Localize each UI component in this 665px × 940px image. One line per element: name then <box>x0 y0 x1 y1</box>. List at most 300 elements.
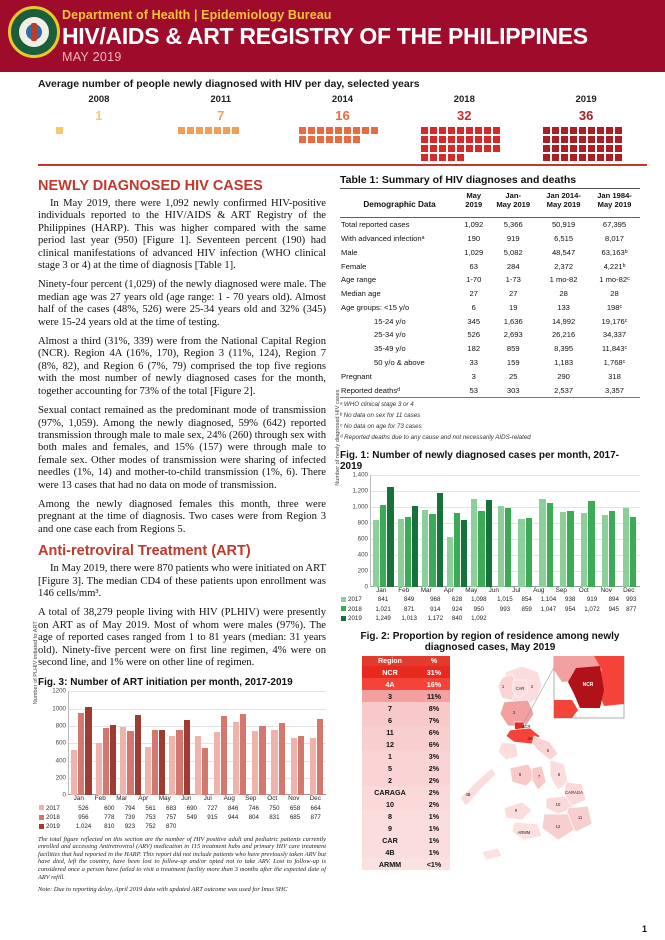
table1-cell: 919 <box>506 233 520 243</box>
legend-value: 1,104 <box>540 596 557 604</box>
table1-col-header: Demographic Data <box>363 199 436 209</box>
legend-value: 968 <box>430 596 441 604</box>
legend-value: 849 <box>404 596 415 604</box>
paragraph-6: In May 2019, there were 870 patients who were initiated on ART [Figure 3]. The median CD4 of these patients upon enrollment was 146 cells/mm³. <box>38 563 326 599</box>
banner-square <box>430 136 437 143</box>
table1-cell: 5,082 <box>503 247 523 257</box>
section-heading-newly-diagnosed: NEWLY DIAGNOSED HIV CASES <box>38 178 263 194</box>
bar-2018-Sep <box>259 726 265 796</box>
banner-square <box>421 127 428 134</box>
banner-square <box>421 145 428 152</box>
bar-2018-Jan <box>78 713 84 796</box>
legend-value: 628 <box>451 596 463 604</box>
fig2-region-row <box>362 786 450 798</box>
table1-cell: 2,372 <box>554 261 574 271</box>
legend-value: 938 <box>565 596 576 604</box>
x-tick-label: Apr <box>138 795 149 803</box>
table1-row-label: Age groups: <15 y/o <box>341 302 410 312</box>
banner-year-label: 2008 <box>88 94 110 105</box>
legend-value: 739 <box>124 813 136 821</box>
paragraph-7: A total of 38,279 people living with HIV (PLHIV) were presently on ART as of May 2019. Most of whom were males (97%). The age of reported cases ranged from 1 to 81 years (median: 31 years old). Ninety-five percent were on first line regimen, 4% were on second line, and 1% were on other line of regimen. <box>38 607 326 668</box>
fig2-region-rows <box>362 666 450 870</box>
map-inset-ncr <box>554 656 624 718</box>
banner-square <box>484 127 491 134</box>
bar-2017-Jan <box>373 520 379 587</box>
fig2-column-header: % <box>418 656 450 666</box>
table1-cell: 28 <box>610 289 619 299</box>
table1-col-header: Jan 1984- May 2019 <box>597 191 632 209</box>
fig2-region-percent: 7% <box>428 715 440 725</box>
bar-2018-Oct <box>279 723 285 795</box>
banner-square <box>232 127 239 134</box>
legend-value: 859 <box>521 605 532 613</box>
table1-cell: 27 <box>469 289 478 299</box>
table1-title: Table 1: Summary of HIV diagnoses and deaths <box>340 174 577 186</box>
banner-year-label: 2019 <box>575 94 597 105</box>
banner-square <box>344 127 351 134</box>
banner-year-label: 2011 <box>210 94 231 105</box>
bar-2018-Aug <box>547 503 553 587</box>
table1-cell: 198ᶜ <box>606 302 623 312</box>
x-tick-label: Sep <box>555 586 567 594</box>
legend-value: 840 <box>451 614 463 622</box>
bar-group <box>167 691 192 795</box>
bar-2019-Feb <box>412 506 418 587</box>
fig2-region-name: 1 <box>388 751 392 761</box>
map-label: 8 <box>557 772 561 778</box>
table1-cell: 8,395 <box>554 344 574 354</box>
legend-value: 877 <box>626 605 637 613</box>
map-label: 6 <box>518 772 522 778</box>
table1-cell: 318 <box>608 371 621 381</box>
table1-cell: 50,919 <box>551 220 576 230</box>
bar-2017-Mar <box>422 510 428 587</box>
bar-group <box>249 691 268 795</box>
table1-cell: 1-70 <box>466 275 482 285</box>
banner-square <box>588 154 595 161</box>
banner-column-2018 <box>403 94 525 161</box>
table-row <box>340 287 640 301</box>
bar-group <box>69 691 94 795</box>
banner-year-label: 2014 <box>331 94 354 105</box>
table1-row-label: 35-49 y/o <box>374 344 406 354</box>
banner-square <box>484 136 491 143</box>
bar-2017-Sep <box>252 731 258 796</box>
legend-value: 746 <box>248 804 259 812</box>
bar-group <box>211 691 230 795</box>
legend-series-name: 2017 <box>348 596 362 604</box>
bar-group <box>536 475 557 587</box>
legend-value: 658 <box>289 804 301 812</box>
banner-square <box>597 145 604 152</box>
legend-series-name: 2018 <box>46 813 60 821</box>
fig1-y-tick-label: 600 <box>357 535 368 543</box>
fig3-y-tick-label: 1000 <box>52 705 66 713</box>
banner-square <box>493 127 500 134</box>
table1-col-header: May 2019 <box>465 191 483 209</box>
banner-square <box>439 145 446 152</box>
doh-seal-logo <box>8 6 60 58</box>
bar-2018-Jun <box>505 508 511 587</box>
fig1-title: Fig. 1: Number of newly diagnosed cases per month, 2017-2019 <box>340 449 619 472</box>
legend-value: 1,021 <box>375 605 391 613</box>
legend-value <box>243 822 264 831</box>
legend-swatch-icon <box>341 606 346 611</box>
fig2-region-percent: 3% <box>428 751 440 761</box>
banner-square <box>579 145 586 152</box>
banner-square <box>606 154 613 161</box>
fig3-x-axis-labels <box>68 795 326 802</box>
legend-swatch-icon <box>39 815 44 820</box>
fig2-region-name: NCR <box>382 667 398 677</box>
bar-2017-Oct <box>581 513 587 587</box>
bar-group <box>118 691 143 795</box>
left-column <box>33 174 326 894</box>
table1-cell: 33 <box>469 357 478 367</box>
banner-column-2011 <box>160 94 282 161</box>
legend-value: 956 <box>78 813 89 821</box>
table1-cell: 19 <box>509 302 518 312</box>
fig2-region-table <box>362 656 450 870</box>
table1-cell: 190 <box>467 233 481 243</box>
map-label: 12 <box>555 824 561 830</box>
fig1-y-tick-label: 1,000 <box>352 503 368 511</box>
fig3-y-tick-label: 0 <box>62 791 66 799</box>
fig3-y-tick-label: 200 <box>55 774 66 782</box>
bar-2017-Jun <box>195 736 201 796</box>
legend-value: 753 <box>145 813 156 821</box>
bar-2019-Mar <box>135 715 141 795</box>
banner-square <box>353 136 360 143</box>
banner-square <box>615 145 622 152</box>
bar-2017-Jul <box>214 732 220 795</box>
fig2-title-line1: Fig. 2: Proportion by region of residence among newly <box>360 631 620 643</box>
legend-value: 950 <box>473 605 484 613</box>
fig3-note: Note: Due to reporting delay, April 2019 data with updated ART outcome was used for Imus SHC <box>38 886 288 894</box>
banner-square <box>597 127 604 134</box>
table1-cell: 182 <box>467 344 481 354</box>
banner-square <box>543 136 550 143</box>
banner-square <box>430 154 437 161</box>
bar-2018-Feb <box>103 728 109 795</box>
paragraph-4: Sexual contact remained as the predominant mode of transmission (97%, 1,059). Among the newly diagnosed, 59% (642) reported transmission through male to male sex, 24% (260) through sex with both males and females, and 15% (157) were through male to female sex. Other modes of transmission were sharing of infected needles (1%, 14) and mother-to-child transmission (1%, 6). There were 13 cases that had no data on mode of transmission. <box>38 405 326 491</box>
fig2-region-name: 8 <box>388 811 392 821</box>
banner-square-group <box>56 127 142 134</box>
banner-square <box>299 127 306 134</box>
banner-square <box>308 127 315 134</box>
fig2-region-percent: 6% <box>428 739 440 749</box>
banner-square <box>344 136 351 143</box>
legend-value: 945 <box>608 605 619 613</box>
map-inset-label: NCR <box>582 682 594 689</box>
main-content <box>0 168 665 894</box>
fig2-region-percent: 2% <box>428 799 440 809</box>
fig2-region-row <box>362 702 450 714</box>
x-tick-label: Sep <box>245 795 257 803</box>
banner-square <box>457 145 464 152</box>
banner-square <box>570 145 577 152</box>
x-tick-label: Nov <box>288 795 300 803</box>
bar-2018-May <box>176 730 182 796</box>
fig2-region-row <box>362 762 450 774</box>
table-row <box>340 232 640 246</box>
legend-value: 1,092 <box>471 614 487 622</box>
x-tick-label: Jul <box>512 586 521 594</box>
banner-square <box>430 145 437 152</box>
banner-square <box>597 136 604 143</box>
bar-group <box>143 691 168 795</box>
map-label: 2 <box>530 684 534 690</box>
legend-value: 924 <box>451 605 463 613</box>
legend-series <box>340 595 370 604</box>
banner-square <box>588 127 595 134</box>
bar-2017-Apr <box>145 747 151 796</box>
table1-head <box>340 189 640 213</box>
legend-series <box>340 604 370 613</box>
bar-group <box>420 475 445 587</box>
fig2-region-percent: 2% <box>428 787 440 797</box>
fig1-y-tick-label: 0 <box>364 583 368 591</box>
banner-square <box>561 136 568 143</box>
fig2-region-name: CAR <box>382 835 398 845</box>
map-label: 4A <box>527 736 533 742</box>
bar-group <box>396 475 421 587</box>
banner-square <box>448 145 455 152</box>
table1-cell: 1,636 <box>503 316 523 326</box>
legend-row <box>38 822 326 831</box>
bar-2019-Apr <box>159 730 165 795</box>
bar-2018-Jul <box>526 518 532 587</box>
map-label: 11 <box>577 815 583 821</box>
banner-square <box>570 136 577 143</box>
table1-cell: 284 <box>506 261 520 271</box>
banner-square <box>362 127 369 134</box>
legend-series <box>340 614 370 623</box>
table1-cell: 1,092 <box>464 220 484 230</box>
legend-value: 561 <box>145 804 156 812</box>
legend-value <box>492 614 518 623</box>
legend-swatch-icon <box>39 805 44 810</box>
table-row <box>340 369 640 383</box>
bar-2017-Nov <box>602 515 608 587</box>
legend-value: 923 <box>124 823 136 831</box>
table-row <box>340 328 640 342</box>
banner-square <box>223 127 230 134</box>
fig2-region-percent: 1% <box>428 847 440 857</box>
banner-square <box>335 127 342 134</box>
banner-square <box>579 154 586 161</box>
fig3-y-axis <box>33 621 68 799</box>
fig2-region-percent: 2% <box>428 775 440 785</box>
bar-2019-Jan <box>387 487 393 587</box>
philippines-choropleth-map <box>454 656 626 870</box>
banner-square <box>552 127 559 134</box>
legend-value: 1,072 <box>584 605 600 613</box>
banner-value-label: 16 <box>335 108 350 123</box>
banner-square <box>579 127 586 134</box>
bar-2018-Apr <box>152 730 158 795</box>
legend-series-name: 2017 <box>46 804 60 812</box>
legend-value <box>223 822 244 831</box>
bar-2017-Sep <box>560 512 566 587</box>
legend-value: 1,172 <box>427 614 444 622</box>
bar-2017-May <box>471 499 477 587</box>
section-heading-art: Anti-retroviral Treatment (ART) <box>38 543 251 560</box>
banner-square <box>326 136 333 143</box>
banner-column-2008 <box>38 94 160 161</box>
bar-2017-Jul <box>518 519 524 587</box>
banner-square <box>317 136 324 143</box>
bar-group <box>192 691 211 795</box>
bar-group <box>269 691 288 795</box>
banner-square <box>317 127 324 134</box>
banner-square <box>606 136 613 143</box>
legend-row <box>38 813 326 822</box>
page-title: HIV/AIDS & ART REGISTRY OF THE PHILIPPINES <box>62 23 588 49</box>
map-label: ARMM <box>517 830 531 836</box>
fig2-body <box>340 656 640 870</box>
table1-cell: 34,337 <box>602 330 627 340</box>
fig2-region-row <box>362 714 450 726</box>
table1-row-label: 15-24 y/o <box>374 316 406 326</box>
table1-cell: 19,176ᶜ <box>601 316 628 326</box>
banner-year-label: 2018 <box>453 94 475 105</box>
fig2-region-name: 6 <box>388 715 392 725</box>
x-tick-label: Jan <box>73 795 84 803</box>
bar-group <box>619 475 640 587</box>
fig3-y-tick-label: 400 <box>55 757 66 765</box>
banner-square <box>457 136 464 143</box>
fig3-footnote: The total figure reflected on this section are the number of HIV positive adult and pediatric patients currently enrolled and accessing Antiretroviral (ARV) medication in 115 treatment hubs and primary HIV care treatment facilities that had reported in the HARP. This report did not include patients who have previously taken ARV but have died, left the country, have been lost to follow-up and/or opted not to take ARV. Lost to follow-up is considered once a person have failed to visit a treatment facility more than 3 months after the expected date of ARV refill. <box>38 835 326 881</box>
table1-cell: 8,017 <box>605 233 625 243</box>
x-tick-label: Dec <box>309 795 321 803</box>
table-row <box>340 356 640 370</box>
table1-cell: 48,547 <box>551 247 576 257</box>
table1-cell: 859 <box>506 344 520 354</box>
legend-value: 690 <box>186 804 197 812</box>
banner-columns <box>38 94 647 161</box>
map-label: NCR <box>521 724 531 730</box>
banner-square <box>196 127 203 134</box>
legend-row <box>38 803 326 812</box>
map-label: 4B <box>465 792 471 798</box>
bar-2018-Oct <box>588 501 594 587</box>
legend-row <box>340 614 640 623</box>
fig3-y-tick-label: 800 <box>55 722 66 730</box>
table1-cell: 159 <box>506 357 520 367</box>
bar-2018-Dec <box>317 719 323 795</box>
legend-row <box>340 604 640 613</box>
table1-cell: 5,366 <box>503 220 523 230</box>
table1-cell: 53 <box>469 385 478 395</box>
table1-row-label: Reported deathsᵈ <box>341 385 401 395</box>
table1-row-label: Median age <box>341 289 381 299</box>
legend-value: 915 <box>207 813 218 821</box>
bar-group <box>469 475 494 587</box>
fig3-y-tick-label: 1200 <box>52 687 66 695</box>
legend-value <box>622 614 640 623</box>
x-tick-label: May <box>465 586 478 594</box>
legend-value: 854 <box>521 596 532 604</box>
banner-square <box>475 127 482 134</box>
fig2-region-row <box>362 678 450 690</box>
fig2-region-name: ARMM <box>378 859 402 869</box>
bar-2017-May <box>169 736 175 795</box>
table1-cell: 303 <box>506 385 520 395</box>
fig2-region-row <box>362 810 450 822</box>
table1-cell: 1 mo-82ᶜ <box>599 275 630 285</box>
table1-footnote: ᵃ WHO clinical stage 3 or 4 <box>340 400 414 408</box>
table-row <box>340 259 640 273</box>
fig2-region-row <box>362 750 450 762</box>
banner-square <box>457 127 464 134</box>
table1-cell: 67,395 <box>602 220 627 230</box>
table1-cell: 4,221ᵇ <box>603 261 626 271</box>
bar-2018-May <box>478 511 484 587</box>
banner-square <box>371 127 378 134</box>
table1-cell: 1,029 <box>464 247 484 257</box>
legend-value: 600 <box>104 804 115 812</box>
fig2-region-percent: 2% <box>428 763 440 773</box>
banner-square <box>457 154 464 161</box>
fig2-region-row <box>362 690 450 702</box>
banner-value-label: 36 <box>578 108 594 123</box>
page-number: 1 <box>641 924 647 934</box>
fig2-region-name: 10 <box>386 799 394 809</box>
banner-square <box>606 145 613 152</box>
bar-2017-Apr <box>447 537 453 587</box>
banner-value-label: 32 <box>457 108 472 123</box>
bar-group <box>307 691 326 795</box>
banner-square <box>543 154 550 161</box>
banner-square <box>335 136 342 143</box>
legend-value: 549 <box>186 813 197 821</box>
bar-group <box>598 475 619 587</box>
paragraph-3: Almost a third (31%, 339) were from the National Capital Region (NCR). Region 4A (16%, 170), Region 3 (11%, 124), Region 7 (8%, 82), and Region 6 (7%, 79) comprised the top five regions with the most number of newly diagnosed cases for the month, together accounting for 73% of the total [Figure 2]. <box>38 336 326 397</box>
legend-row <box>340 595 640 604</box>
banner-square <box>326 127 333 134</box>
fig2-region-row <box>362 666 450 678</box>
bar-group <box>445 475 470 587</box>
banner-square <box>430 127 437 134</box>
banner-square <box>570 154 577 161</box>
legend-value <box>285 822 306 831</box>
table1-cell: 345 <box>467 316 481 326</box>
banner-square <box>615 154 622 161</box>
fig2-region-name: 4A <box>385 679 395 689</box>
banner-square <box>439 154 446 161</box>
banner-square-group <box>299 127 385 143</box>
fig2-region-name: 12 <box>386 739 394 749</box>
fig3-bar-groups <box>69 691 326 795</box>
fig2-region-name: CARAGA <box>374 787 406 797</box>
bar-2019-Apr <box>461 520 467 587</box>
bar-2018-Feb <box>405 517 411 587</box>
bar-2018-Aug <box>240 714 246 796</box>
map-region-4b-palawan <box>460 768 496 806</box>
bar-2018-Jan <box>380 505 386 587</box>
bar-2018-Jun <box>202 748 208 796</box>
legend-value: 870 <box>166 823 177 831</box>
banner-square <box>493 136 500 143</box>
table1-cell: 1 mo-82 <box>549 275 578 285</box>
fig1-y-axis-title: Number of newly diagnosed HIV cases <box>335 389 341 486</box>
x-tick-label: Dec <box>623 586 635 594</box>
x-tick-label: Oct <box>267 795 278 803</box>
banner-square <box>353 127 360 134</box>
bar-group <box>230 691 249 795</box>
banner-square <box>561 154 568 161</box>
